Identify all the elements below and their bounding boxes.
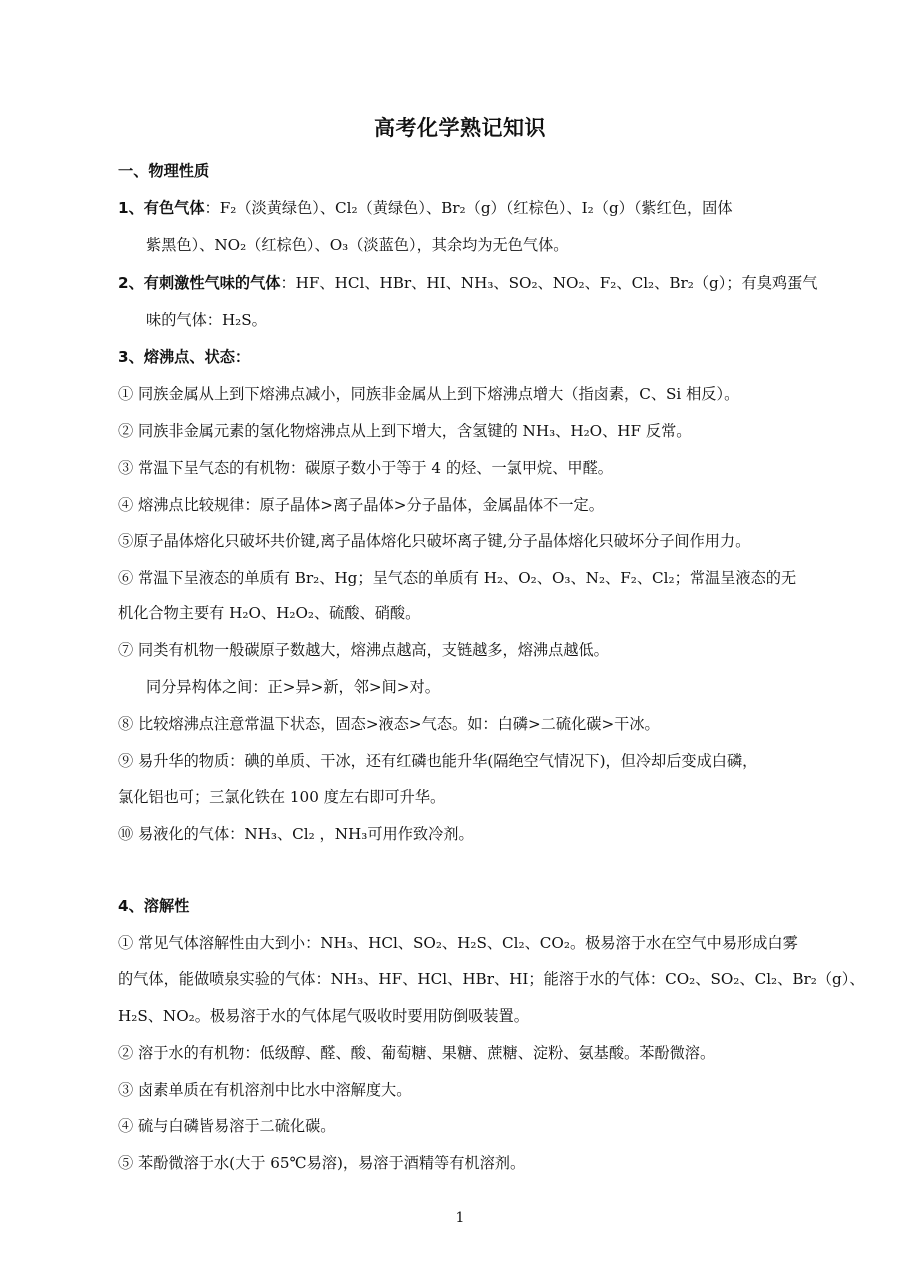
list-item: ⑤ 苯酚微溶于水(大于 65℃易溶)，易溶于酒精等有机溶剂。 <box>118 1154 526 1172</box>
section-heading-melting-boiling: 3、熔沸点、状态： <box>118 348 251 366</box>
list-item: ① 同族金属从上到下熔沸点减小，同族非金属从上到下熔沸点增大（指卤素，C、Si 相反）。 <box>118 385 740 403</box>
list-item: ③ 卤素单质在有机溶剂中比水中溶解度大。 <box>118 1081 412 1099</box>
list-item-continued: H₂S、NO₂。极易溶于水的气体尾气吸收时要用防倒吸装置。 <box>118 1007 529 1025</box>
paragraph-label: 1、有色气体 <box>118 199 205 217</box>
list-item: ④ 硫与白磷皆易溶于二硫化碳。 <box>118 1117 336 1135</box>
list-item-continued: 同分异构体之间：正>异>新，邻>间>对。 <box>146 678 440 696</box>
list-item: ⑦ 同类有机物一般碳原子数越大，熔沸点越高，支链越多，熔沸点越低。 <box>118 641 609 659</box>
list-item-continued: 的气体，能做喷泉实验的气体：NH₃、HF、HCl、HBr、HI；能溶于水的气体：CO₂、SO₂、Cl₂、Br₂（g）、 <box>118 970 865 988</box>
section-heading-solubility: 4、溶解性 <box>118 897 190 915</box>
list-item: ③ 常温下呈气态的有机物：碳原子数小于等于 4 的烃、一氯甲烷、甲醛。 <box>118 459 613 477</box>
document-title: 高考化学熟记知识 <box>374 116 546 140</box>
list-item: ⑥ 常温下呈液态的单质有 Br₂、Hg；呈气态的单质有 H₂、O₂、O₃、N₂、F₂、Cl₂；常温呈液态的无 <box>118 569 797 587</box>
list-item-continued: 氯化铝也可；三氯化铁在 100 度左右即可升华。 <box>118 788 446 806</box>
list-item: ⑩ 易液化的气体：NH₃、Cl₂ ，NH₃可用作致冷剂。 <box>118 825 474 843</box>
paragraph-text-continued: 紫黑色）、NO₂（红棕色）、O₃（淡蓝色），其余均为无色气体。 <box>146 236 569 254</box>
list-item: ② 溶于水的有机物：低级醇、醛、酸、葡萄糖、果糖、蔗糖、淀粉、氨基酸。苯酚微溶。 <box>118 1044 716 1062</box>
list-item: ① 常见气体溶解性由大到小：NH₃、HCl、SO₂、H₂S、Cl₂、CO₂。极易溶于水在空气中易形成白雾 <box>118 934 798 952</box>
paragraph-text: ：HF、HCl、HBr、HI、NH₃、SO₂、NO₂、F₂、Cl₂、Br₂（g）；有臭鸡蛋气 <box>280 274 818 292</box>
paragraph-text-continued: 味的气体：H₂S。 <box>146 311 267 329</box>
list-item: ⑧ 比较熔沸点注意常温下状态，固态>液态>气态。如：白磷>二硫化碳>干冰。 <box>118 715 660 733</box>
paragraph-text: ：F₂（淡黄绿色）、Cl₂（黄绿色）、Br₂（g）（红棕色）、I₂（g）（紫红色，固体 <box>204 199 733 217</box>
section-heading-physical-properties: 一、物理性质 <box>118 162 210 180</box>
paragraph-label: 2、有刺激性气味的气体 <box>118 274 281 292</box>
paragraph-colored-gases <box>118 197 858 219</box>
list-item: ④ 熔沸点比较规律：原子晶体>离子晶体>分子晶体，金属晶体不一定。 <box>118 496 604 514</box>
list-item: ⑤原子晶体熔化只破坏共价键,离子晶体熔化只破坏离子键,分子晶体熔化只破坏分子间作用力。 <box>118 532 751 550</box>
list-item: ⑨ 易升华的物质：碘的单质、干冰，还有红磷也能升华(隔绝空气情况下)，但冷却后变成白磷， <box>118 752 758 770</box>
list-item-continued: 机化合物主要有 H₂O、H₂O₂、硫酸、硝酸。 <box>118 604 421 622</box>
list-item: ② 同族非金属元素的氢化物熔沸点从上到下增大，含氢键的 NH₃、H₂O、HF 反常。 <box>118 422 692 440</box>
page-number: 1 <box>455 1210 465 1226</box>
paragraph-irritating-gases <box>118 272 858 294</box>
